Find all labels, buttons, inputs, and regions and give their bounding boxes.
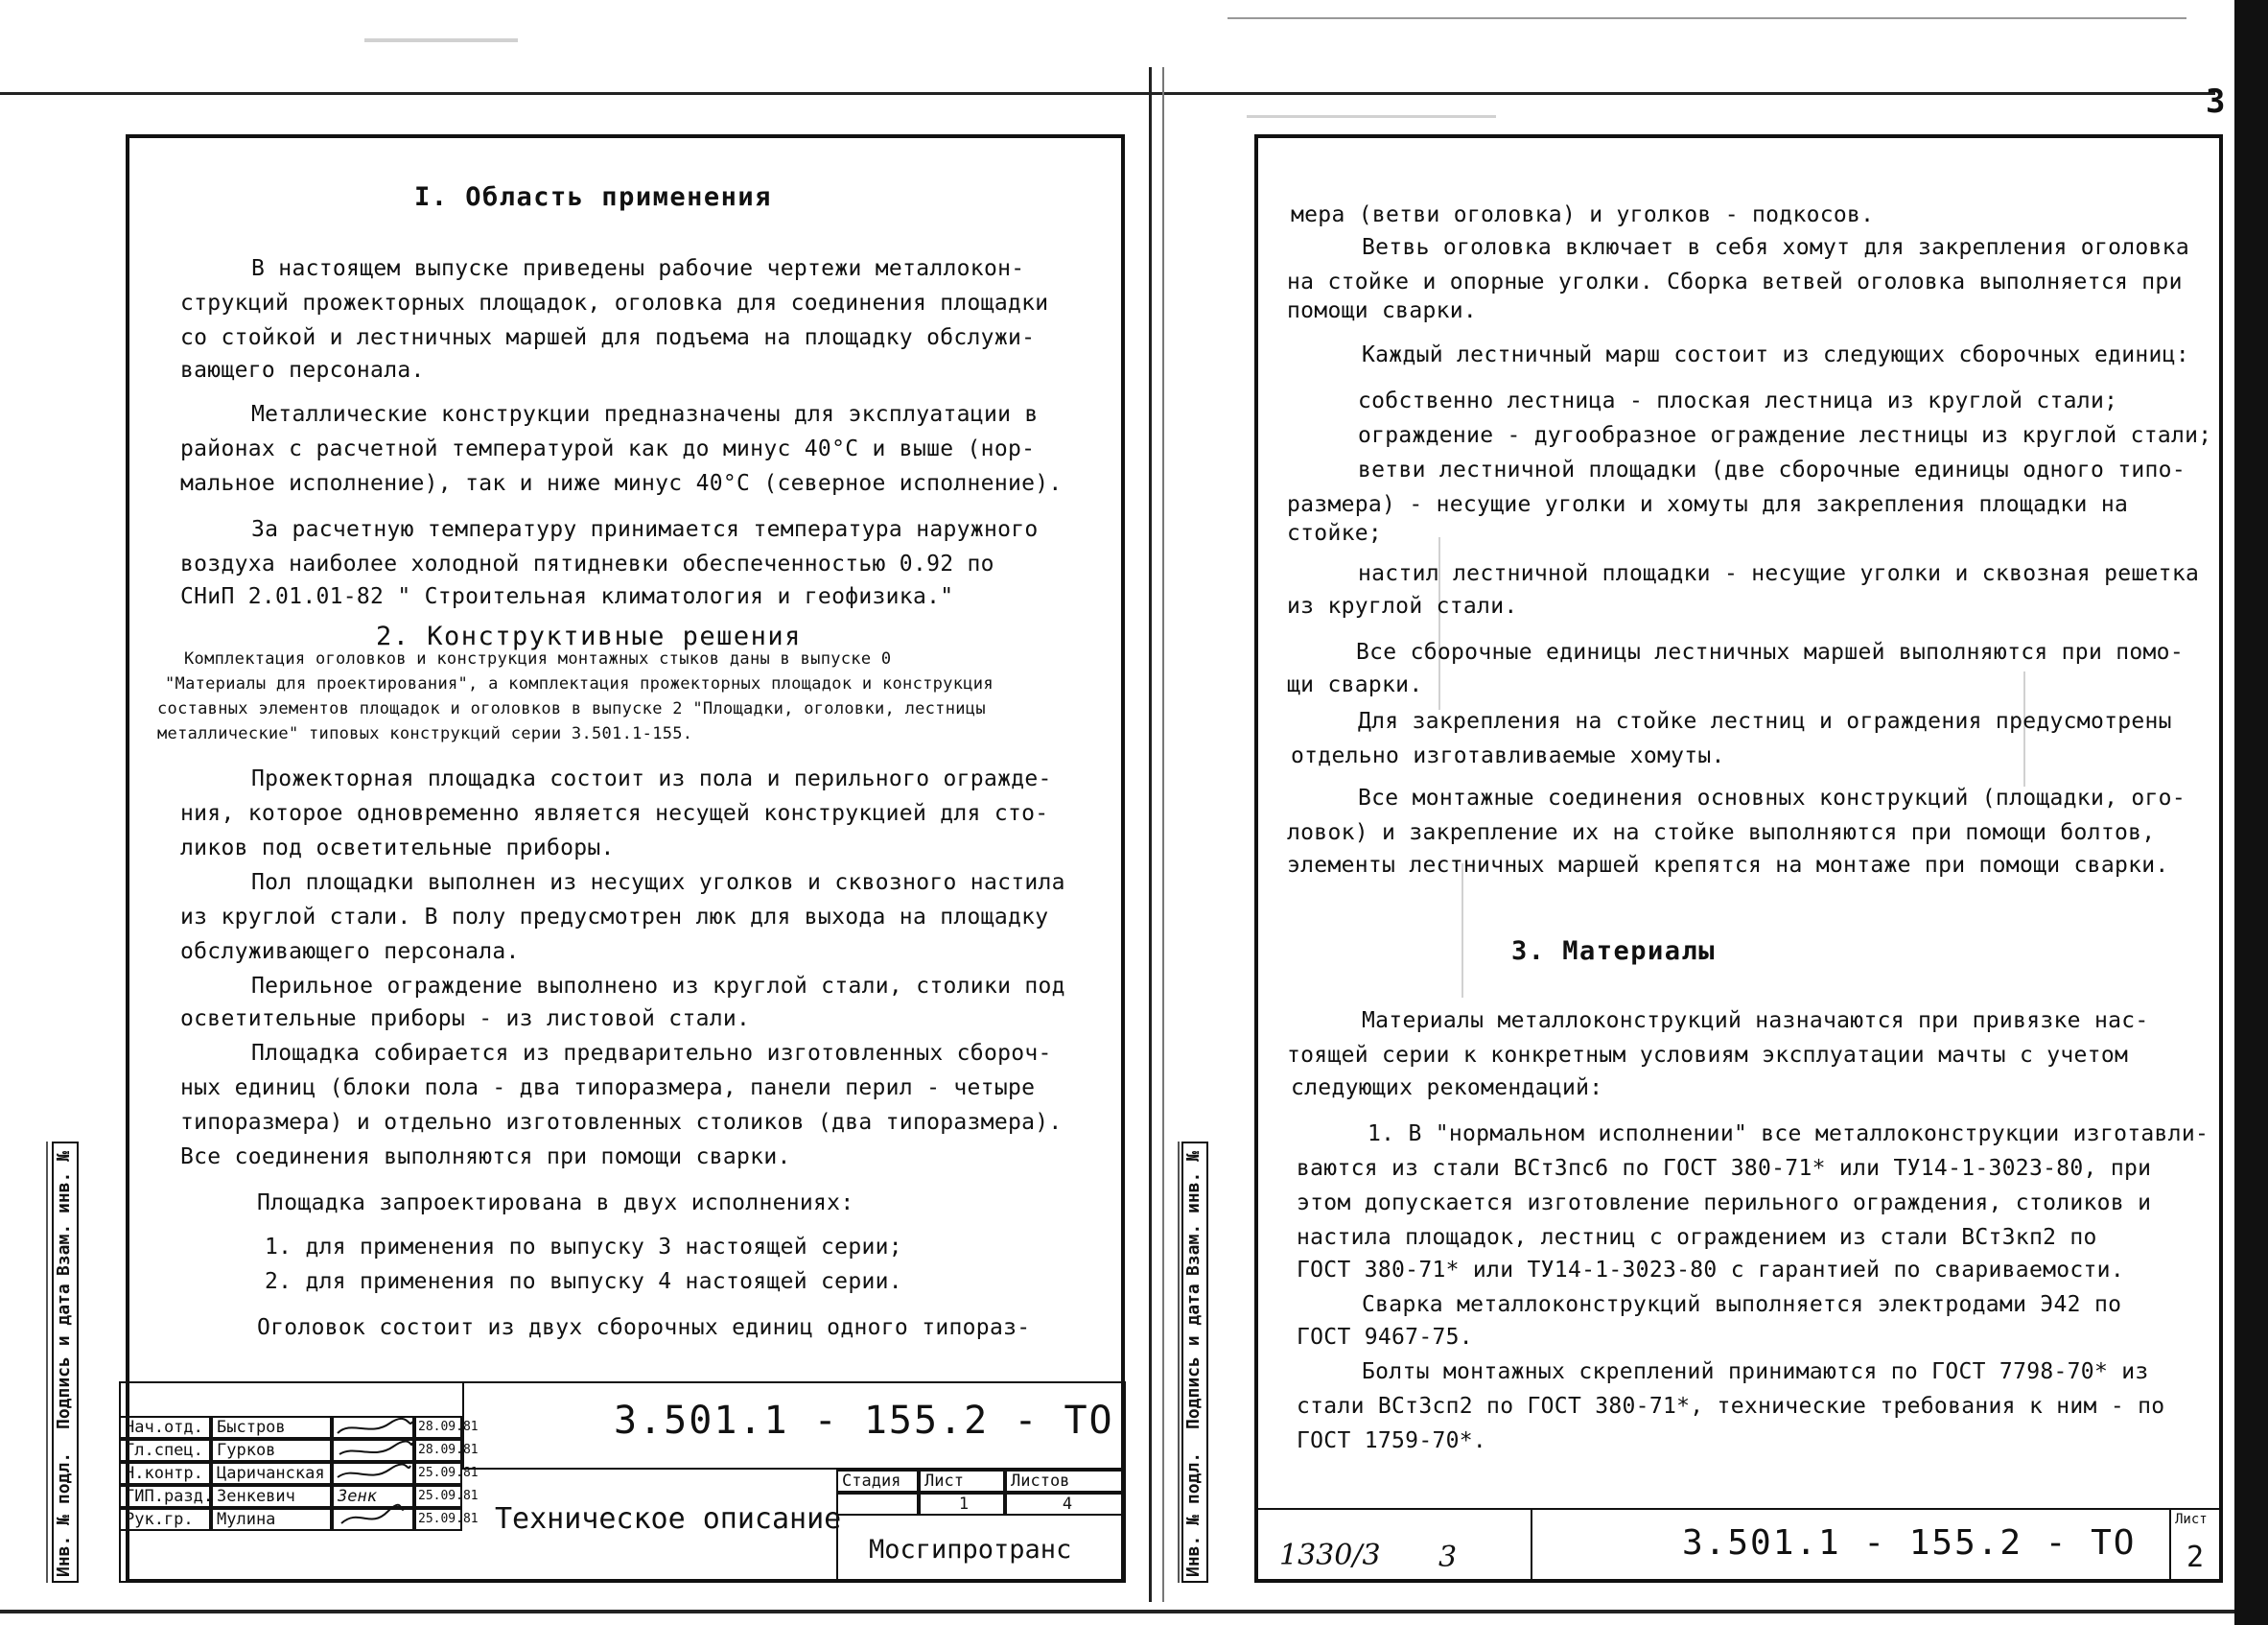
text-line: Материалы металлоконструкций назначаются при привязке нас- <box>1362 1008 2149 1033</box>
side-label: Взам. инв. № <box>1183 1150 1204 1276</box>
section3-title: 3. Материалы <box>1511 936 1717 966</box>
center-fold-line <box>1149 67 1152 1602</box>
archive-number: 1330/3 <box>1279 1539 1381 1572</box>
scan-noise <box>1438 537 1440 710</box>
date-cell: 25.09.81 <box>414 1485 462 1508</box>
text-line: Все соединения выполняются при помощи сварки. <box>180 1144 791 1169</box>
text-line: 2. для применения по выпуску 4 настоящей серии. <box>265 1269 902 1294</box>
text-line: ограждение - дугообразное ограждение лестницы из круглой стали; <box>1358 423 2212 448</box>
text-line: стойке; <box>1287 521 1383 546</box>
text-line: следующих рекомендаций: <box>1291 1075 1603 1100</box>
right-margin-line <box>1178 1142 1180 1583</box>
date-cell: 25.09.81 <box>414 1462 462 1485</box>
text-line: 1. В "нормальном исполнении" все металлоконструкции изготавли- <box>1368 1121 2210 1146</box>
role-cell: Нач.отд. <box>119 1416 211 1439</box>
date-cell: 28.09.81 <box>414 1439 462 1462</box>
signature-scribble <box>341 1505 405 1523</box>
text-line: этом допускается изготовление перильного ограждения, столиков и <box>1297 1190 2152 1215</box>
text-line: тоящей серии к конкретным условиям эксплуатации мачты с учетом <box>1287 1043 2129 1068</box>
text-line: ния, которое одновременно является несущей конструкцией для сто- <box>180 801 1049 826</box>
signature-scribble <box>339 1441 412 1454</box>
text-line: ваются из стали ВСт3пс6 по ГОСТ 380-71* или ТУ14-1-3023-80, при <box>1297 1156 2152 1181</box>
signature-scribble <box>338 1464 410 1477</box>
stage-block-frame <box>836 1470 1126 1583</box>
role-cell: Гл.спец. <box>119 1439 211 1462</box>
text-line: Комплектация оголовков и конструкция монтажных стыков даны в выпуске 0 <box>184 649 892 669</box>
text-line: Все монтажные соединения основных конструкций (площадки, ого- <box>1358 786 2186 811</box>
text-line: настил лестничной площадки - несущие уголки и сквозная решетка <box>1358 561 2200 586</box>
text-line: Болты монтажных скреплений принимаются по ГОСТ 7798-70* из <box>1362 1359 2149 1384</box>
scan-noise <box>2023 671 2025 787</box>
side-label: Взам. инв. № <box>54 1150 74 1276</box>
left-margin-line <box>46 1142 48 1583</box>
text-line: ных единиц (блоки пола - два типоразмера, панели перил - четыре <box>180 1075 1036 1100</box>
sheet-value: 1 <box>919 1493 1005 1516</box>
sheets-value: 4 <box>1005 1493 1126 1516</box>
text-line: струкций прожекторных площадок, оголовка для соединения площадки <box>180 291 1049 316</box>
name-cell: Царичанская <box>211 1462 332 1485</box>
role-cell: ГИП.разд. <box>119 1485 211 1508</box>
role-cell: Рук.гр. <box>119 1508 211 1531</box>
bottom-edge-line <box>0 1610 2268 1613</box>
text-line: 1. для применения по выпуску 3 настоящей серии; <box>265 1235 902 1260</box>
side-label: Подпись и дата <box>54 1284 74 1429</box>
sheet-header: Лист <box>919 1470 1005 1493</box>
text-line: Площадка запроектирована в двух исполнениях: <box>257 1190 854 1215</box>
stage-header: Стадия <box>836 1470 919 1493</box>
name-cell: Гурков <box>211 1439 332 1462</box>
text-line: ГОСТ 1759-70*. <box>1297 1428 1487 1453</box>
text-line: составных элементов площадок и оголовков в выпуске 2 "Площадки, оголовки, лестницы <box>157 699 986 718</box>
document-title: Техническое описание <box>495 1502 842 1536</box>
archive-sheet: 3 <box>1438 1541 1458 1574</box>
text-line: ГОСТ 9467-75. <box>1297 1325 1473 1350</box>
text-line: вающего персонала. <box>180 358 425 383</box>
text-line: металлические" типовых конструкций серии 3.501.1-155. <box>157 724 693 743</box>
corner-sheet-mark: 3 <box>2206 82 2226 121</box>
text-line: ликов под осветительные приборы. <box>180 836 615 860</box>
text-line: щи сварки. <box>1287 672 1423 697</box>
footer-drawing-code: 3.501.1 - 155.2 - ТО <box>1682 1523 2137 1563</box>
text-line: воздуха наиболее холодной пятидневки обеспеченностью 0.92 по <box>180 552 994 577</box>
text-line: Оголовок состоит из двух сборочных единиц одного типораз- <box>257 1315 1031 1340</box>
section1-title: I. Область применения <box>414 182 772 212</box>
text-line: мера (ветви оголовка) и уголков - подкосов. <box>1291 202 1875 227</box>
text-line: типоразмера) и отдельно изготовленных столиков (два типоразмера). <box>180 1110 1063 1135</box>
text-line: осветительные приборы - из листовой стали. <box>180 1006 751 1031</box>
text-line: настила площадок, лестниц с ограждением из стали ВСт3кп2 по <box>1297 1225 2097 1250</box>
text-line: со стойкой и лестничных маршей для подъема на площадку обслужи- <box>180 325 1036 350</box>
text-line: Перильное ограждение выполнено из круглой стали, столики под <box>251 974 1065 999</box>
side-label: Инв. № подл. <box>1183 1451 1204 1577</box>
name-cell: Зенкевич <box>211 1485 332 1508</box>
text-line: ветви лестничной площадки (две сборочные единицы одного типо- <box>1358 458 2186 483</box>
text-line: Прожекторная площадка состоит из пола и перильного огражде- <box>251 766 1052 791</box>
drawing-code: 3.501.1 - 155.2 - ТО <box>614 1399 1114 1443</box>
text-line: Сварка металлоконструкций выполняется электродами Э42 по <box>1362 1292 2122 1317</box>
text-line: Металлические конструкции предназначены для эксплуатации в <box>251 402 1039 427</box>
text-line: За расчетную температуру принимается температура наружного <box>251 517 1039 542</box>
right-scan-edge <box>2234 0 2268 1625</box>
text-line: "Материалы для проектирования", а комплектация прожекторных площадок и конструкция <box>165 674 994 694</box>
name-cell: Быстров <box>211 1416 332 1439</box>
text-line: стали ВСт3сп2 по ГОСТ 380-71*, технические требования к ним - по <box>1297 1394 2165 1419</box>
text-line: ловок) и закрепление их на стойке выполняются при помощи болтов, <box>1287 820 2156 845</box>
text-line: Для закрепления на стойке лестниц и ограждения предусмотрены <box>1358 709 2172 734</box>
scan-noise <box>1461 863 1463 998</box>
text-line: из круглой стали. В полу предусмотрен люк для выхода на площадку <box>180 905 1049 930</box>
text-line: обслуживающего персонала. <box>180 939 520 964</box>
scan-noise <box>1247 115 1496 118</box>
text-line: на стойке и опорные уголки. Сборка ветвей оголовка выполняется при <box>1287 270 2183 294</box>
text-line: Площадка собирается из предварительно изготовленных сбороч- <box>251 1041 1052 1066</box>
sheets-header: Листов <box>1005 1470 1126 1493</box>
footer-sheet-number: 2 <box>2186 1541 2205 1574</box>
text-line: размера) - несущие уголки и хомуты для закрепления площадки на <box>1287 492 2129 517</box>
section2-title: 2. Конструктивные решения <box>376 622 802 651</box>
text-line: СНиП 2.01.01-82 " Строительная климатология и геофизика." <box>180 584 954 609</box>
text-line: собственно лестница - плоская лестница из круглой стали; <box>1358 389 2118 413</box>
organization-name: Мосгипротранс <box>869 1535 1072 1565</box>
text-line: Пол площадки выполнен из несущих уголков и сквозного настила <box>251 870 1065 895</box>
date-cell: 25.09.81 <box>414 1508 462 1531</box>
signature-scribble <box>338 1419 412 1433</box>
date-cell: 28.09.81 <box>414 1416 462 1439</box>
text-line: отдельно изготавливаемые хомуты. <box>1291 743 1725 768</box>
scan-noise <box>364 38 518 42</box>
top-edge-line-right <box>1228 17 2186 19</box>
top-edge-line <box>0 92 2215 95</box>
text-line: Ветвь оголовка включает в себя хомут для закрепления оголовка <box>1362 235 2189 260</box>
text-line: Все сборочные единицы лестничных маршей выполняются при помо- <box>1356 640 2184 665</box>
side-label: Инв. № подл. <box>54 1451 74 1577</box>
signature-cell: Зенк <box>332 1485 414 1508</box>
text-line: Каждый лестничный марш состоит из следующих сборочных единиц: <box>1362 342 2189 367</box>
role-cell: Н.контр. <box>119 1462 211 1485</box>
signature-scribbles <box>332 1416 414 1531</box>
side-label: Подпись и дата <box>1183 1284 1204 1429</box>
text-line: помощи сварки. <box>1287 298 1478 323</box>
text-line: районах с расчетной температурой как до минус 40°С и выше (нор- <box>180 436 1036 461</box>
text-line: элементы лестничных маршей крепятся на монтаже при помощи сварки. <box>1287 853 2169 878</box>
footer-sheet-label: Лист <box>2175 1512 2208 1527</box>
text-line: ГОСТ 380-71* или ТУ14-1-3023-80 с гарантией по свариваемости. <box>1297 1258 2124 1283</box>
text-line: мальное исполнение), так и ниже минус 40°С (северное исполнение). <box>180 471 1063 496</box>
text-line: В настоящем выпуске приведены рабочие чертежи металлокон- <box>251 256 1025 281</box>
text-line: из круглой стали. <box>1287 594 1518 619</box>
name-cell: Мулина <box>211 1508 332 1531</box>
center-fold-line-2 <box>1162 67 1164 1602</box>
